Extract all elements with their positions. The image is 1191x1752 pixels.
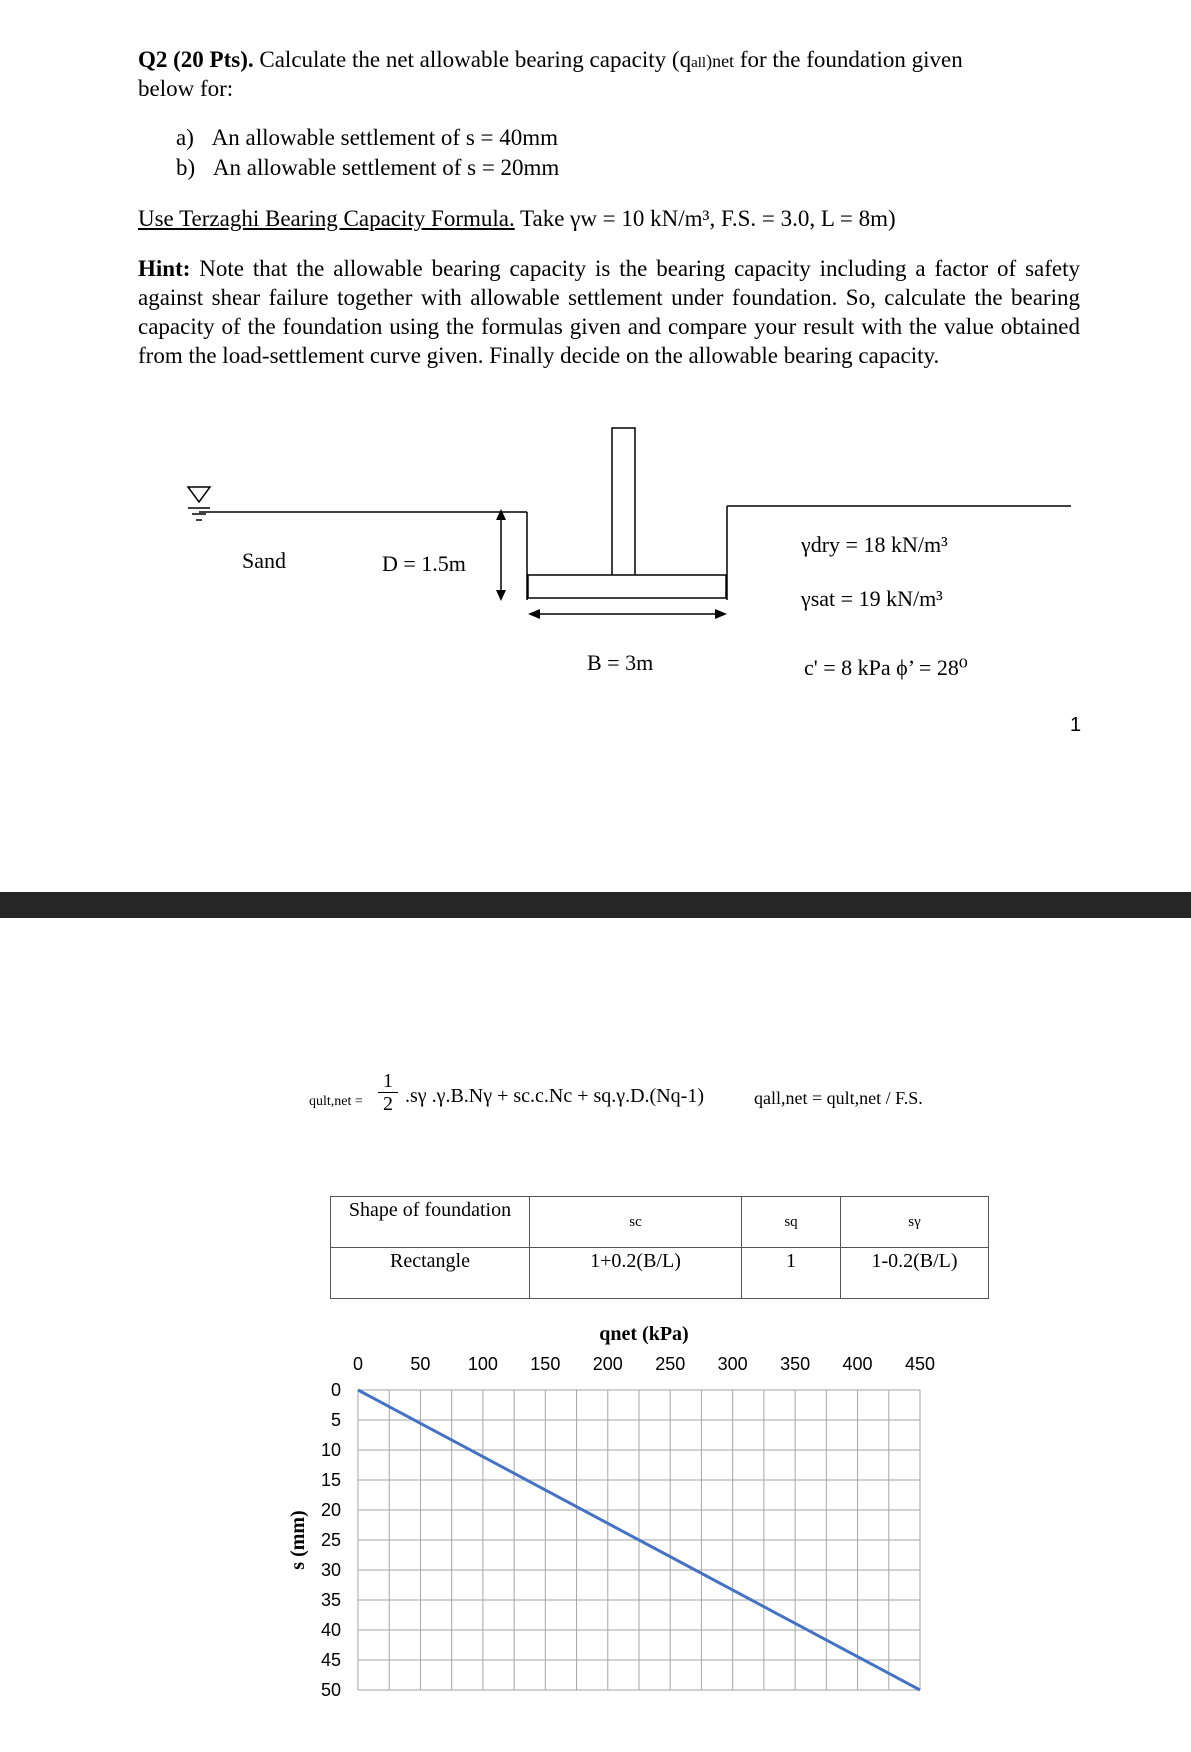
- strength-label: c' = 8 kPa ϕ’ = 28⁰: [804, 655, 968, 680]
- question-sub-all: all: [691, 55, 707, 71]
- x-tick-label: 150: [530, 1354, 561, 1374]
- y-tick-label: 30: [320, 1560, 341, 1580]
- table-cell: 1+0.2(B/L): [530, 1248, 742, 1299]
- question-text: Calculate the net allowable bearing capacity (q: [259, 47, 692, 72]
- question-line-2: below for:: [138, 76, 234, 101]
- footing: [528, 575, 726, 598]
- list-text: An allowable settlement of s = 20mm: [212, 155, 560, 180]
- hint-label: Hint:: [138, 256, 191, 281]
- table-header: sγ: [841, 1197, 989, 1248]
- list-marker: a): [176, 125, 194, 150]
- list-item-b: [176, 153, 559, 183]
- y-tick-label: 20: [320, 1500, 341, 1520]
- gamma-dry-label: γdry = 18 kN/m³: [801, 532, 948, 557]
- x-tick-label: 350: [780, 1354, 811, 1374]
- table-cell: 1: [742, 1248, 841, 1299]
- table-cell: Rectangle: [331, 1248, 530, 1299]
- y-tick-label: 15: [320, 1470, 341, 1490]
- qult-rhs: .sγ .γ.B.Nγ + sc.c.Nc + sq.γ.D.(Nq-1): [405, 1085, 704, 1107]
- column: [612, 428, 635, 584]
- width-arrow: [528, 609, 727, 619]
- y-tick-label: 35: [320, 1590, 341, 1610]
- page-separator: [0, 892, 1191, 918]
- table-header: sq: [742, 1197, 841, 1248]
- chart-x-ticks: [353, 1354, 935, 1374]
- chart-y-axis-title: s (mm): [287, 1510, 309, 1570]
- y-tick-label: 25: [320, 1530, 341, 1550]
- x-tick-label: 100: [467, 1354, 498, 1374]
- half-denominator: 2: [378, 1092, 398, 1115]
- table-header: sc: [530, 1197, 742, 1248]
- hint-text: Note that the allowable bearing capacity is the bearing capacity including a factor of safety against shear failure together with allowable settlement under foundation. So, calculate the bearing capacity of the foundation using the formulas given and compare your result with the value obtained from the load-settlement curve given. Finally decide on the allowable bearing capacity.: [138, 256, 1081, 368]
- terzaghi-line: [138, 204, 896, 234]
- chart-y-ticks: [321, 1380, 341, 1700]
- question-line-1: [138, 45, 963, 78]
- y-tick-label: 10: [320, 1440, 341, 1460]
- y-tick-label: 50: [320, 1680, 341, 1700]
- list-marker: b): [176, 155, 196, 180]
- table-header: Shape of foundation: [331, 1197, 530, 1248]
- qall-formula: qall,net = qult,net / F.S.: [754, 1088, 923, 1108]
- half-numerator: 1: [383, 1070, 393, 1092]
- question-net: )net: [706, 51, 735, 71]
- x-tick-label: 50: [410, 1354, 431, 1374]
- page-2: [0, 918, 1191, 1752]
- list-item-a: [176, 123, 558, 153]
- terzaghi-link: Use Terzaghi Bearing Capacity Formula.: [138, 206, 515, 231]
- x-tick-label: 300: [717, 1354, 748, 1374]
- width-label: B = 3m: [587, 650, 654, 675]
- terzaghi-params: Take γw = 10 kN/m³, F.S. = 3.0, L = 8m): [514, 206, 896, 231]
- question-text-end: for the foundation given: [734, 47, 963, 72]
- chart-x-axis-title: qnet (kPa): [599, 1323, 689, 1345]
- list-text: An allowable settlement of s = 40mm: [211, 125, 559, 150]
- foundation-diagram: [0, 410, 1191, 670]
- depth-arrow: [496, 509, 506, 601]
- y-tick-label: 40: [320, 1620, 341, 1640]
- depth-label: D = 1.5m: [382, 551, 466, 576]
- y-tick-label: 45: [320, 1650, 341, 1670]
- y-tick-label: 5: [330, 1410, 341, 1430]
- qult-lhs: qult,net =: [309, 1094, 363, 1109]
- x-tick-label: 200: [592, 1354, 623, 1374]
- x-tick-label: 450: [904, 1354, 936, 1374]
- x-tick-label: 0: [352, 1354, 364, 1374]
- x-tick-label: 400: [842, 1354, 873, 1374]
- hint-paragraph: [138, 254, 1080, 370]
- table-cell: 1-0.2(B/L): [841, 1248, 989, 1299]
- gamma-sat-label: γsat = 19 kN/m³: [801, 586, 943, 611]
- load-settlement-chart: [0, 918, 1191, 1752]
- y-tick-label: 0: [330, 1380, 341, 1400]
- page-number: 1: [1070, 714, 1082, 736]
- water-table-icon: [188, 487, 210, 520]
- x-tick-label: 250: [655, 1354, 686, 1374]
- question-label: Q2 (20 Pts).: [138, 47, 254, 72]
- soil-label: Sand: [242, 548, 286, 573]
